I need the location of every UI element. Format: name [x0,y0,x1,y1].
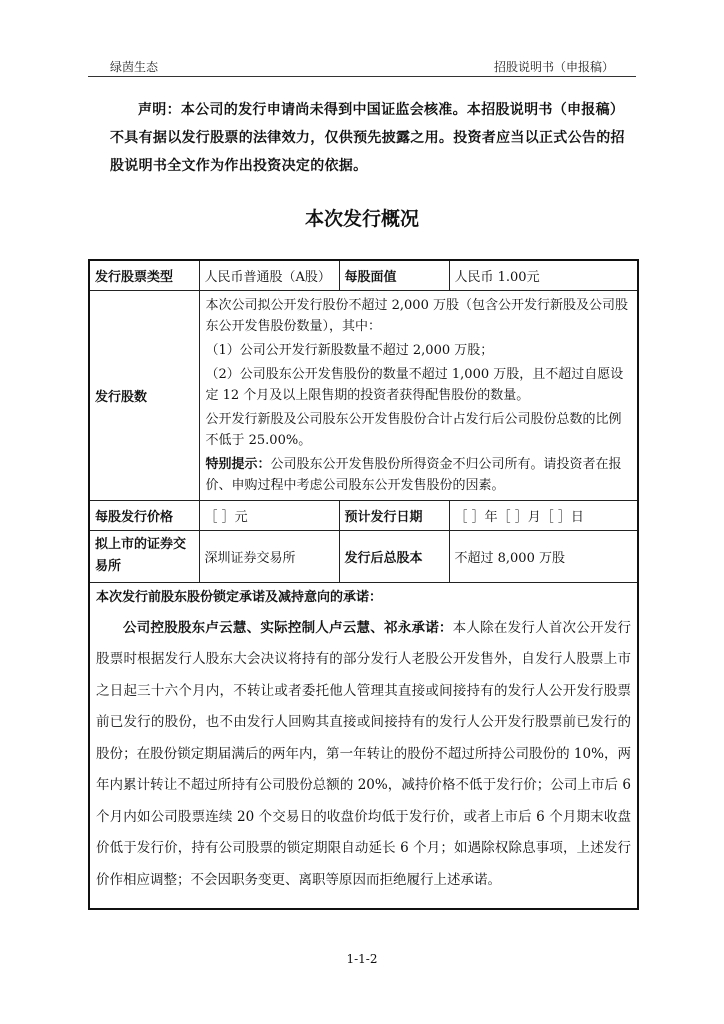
issue-price-value: ［ ］元 [199,500,339,530]
header-doc-title: 招股说明书（申报稿） [493,60,614,74]
shares-label: 发行股数 [89,290,199,500]
table-row [89,500,638,530]
declaration: 声明：本公司的发行申请尚未得到中国证监会核准。本招股说明书（申报稿）不具有据以发行股票的法律效力，仅供预先披露之用。投资者应当以正式公告的招股说明书全文作为作出投资决定的依据。 [110,102,625,174]
commitment-parties: 公司控股股东卢云慧、实际控制人卢云慧、祁永承诺： [123,619,453,636]
table-row [89,260,638,290]
shares-description [199,290,638,500]
shares-paragraph: 公开发行新股及公司股东公开发售股份合计占发行后公司股份总数的比例不低于 25.00%。 [205,411,622,448]
special-notice-text: 公司股东公开发售股份所得资金不归公司所有。请投资者在报价、申购过程中考虑公司股东公开发售股份的因素。 [205,456,622,493]
header-divider [88,76,636,77]
table-row [89,290,638,500]
issue-date-value: ［ ］年［ ］月［ ］日 [449,500,638,530]
commitment-heading: 本次发行前股东股份锁定承诺及减持意向的承诺： [96,589,383,605]
special-notice [206,454,632,496]
table-row [89,530,638,582]
header-company: 绿茵生态 [110,60,159,74]
stock-type-label: 发行股票类型 [89,260,199,290]
shares-paragraph: （1）公司公开发行新股数量不超过 2,000 万股； [205,342,494,358]
special-notice-label: 特别提示： [205,456,271,472]
stock-type-value: 人民币普通股（A股） [199,260,339,290]
commitment-text: 本人除在发行人首次公开发行股票时根据发行人股东大会决议将持有的部分发行人老股公开发售外，自发行人股票上市之日起三十六个月内，不转让或者委托他人管理其直接或间接持有的发行人公开发行股票前已发行的股份，也不由发行人回购其直接或间接持有的发行人公开发行股票前已发行的股份；在股份锁定期届满后的两年内，第一年转让的股份不超过所持公司股份的 10%，两年内累计转让不超过所持有公司股份总额的 20%，减持价格不低于发行价；公司上市后 6 个月内如公司股票连续 20 个交易日的收盘价均低于发行价，或者上市后 6 个月期末收盘价低于发行价，持有公司股票的锁定期限自动延长 6 个月；如遇除权除息事项，上述发行价作相应调整；不会因职务变更、离职等原因而拒绝履行上述承诺。 [96,619,632,888]
shares-paragraph: （2）公司股东公开发售股份的数量不超过 1,000 万股，且不超过自愿设定 12 个月及以上限售期的投资者获得配售股份的数量。 [205,366,624,403]
issue-price-label: 每股发行价格 [89,500,199,530]
par-value-label: 每股面值 [339,260,449,290]
exchange-label: 拟上市的证券交易所 [89,530,199,582]
issue-date-label: 预计发行日期 [339,500,449,530]
lockup-commitment [89,582,638,909]
shares-paragraph: 本次公司拟公开发行股份不超过 2,000 万股（包含公开发行新股及公司股东公开发售股份数量），其中： [205,297,628,334]
page-number: 1-1-2 [346,952,378,966]
table-row [89,582,638,909]
page-title: 本次发行概况 [304,208,419,230]
total-shares-label: 发行后总股本 [339,530,449,582]
offering-overview-table [88,259,639,910]
exchange-value: 深圳证券交易所 [199,530,339,582]
total-shares-value: 不超过 8,000 万股 [449,530,638,582]
par-value-value: 人民币 1.00元 [449,260,638,290]
commitment-body [96,613,631,897]
